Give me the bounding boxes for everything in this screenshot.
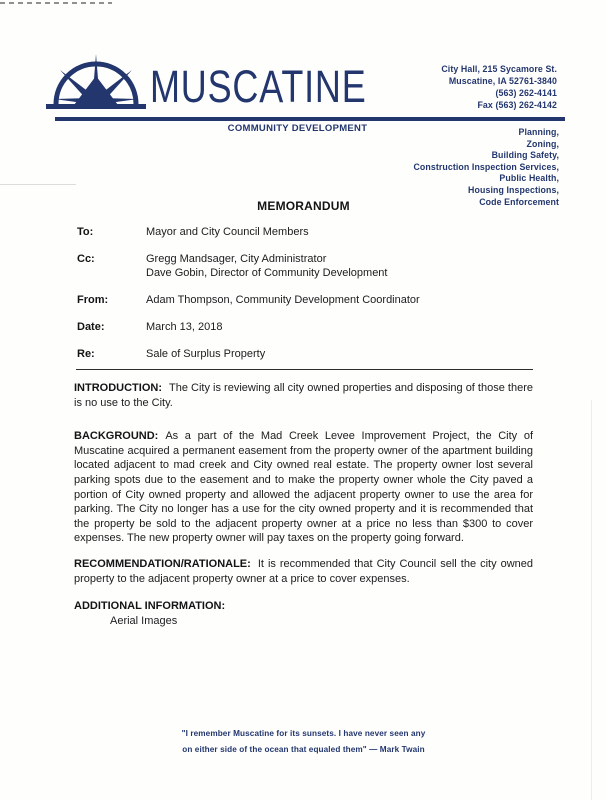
field-value: Mayor and City Council Members [146,226,309,238]
field-value: Sale of Surplus Property [146,348,266,360]
section-recommendation [74,557,533,586]
service-item: Code Enforcement [479,196,559,207]
section-label: INTRODUCTION: [74,382,162,394]
footer-quote-line: "I remember Muscatine for its sunsets. I have never seen any [181,729,426,738]
contact-block [441,63,557,111]
services-list [413,127,559,208]
org-wordmark: MUSCATINE [150,61,367,112]
service-item: Zoning, [526,138,559,149]
field-row-date [77,320,542,334]
division-title: COMMUNITY DEVELOPMENT [227,123,368,134]
section-label: RECOMMENDATION/RATIONALE: [74,557,251,570]
section-divider-rule [76,369,533,370]
field-value-line: Gregg Mandsager, City Administrator [146,253,327,265]
memo-title: MEMORANDUM [257,199,350,213]
field-label: Re: [77,348,95,360]
field-label: From: [77,294,109,306]
section-label: BACKGROUND: [74,430,159,443]
service-item: Housing Inspections, [468,184,559,195]
section-text: It is recommended that City Council sell the city owned property to the adjacent property owner at a price to cover expenses. [74,557,533,585]
service-item: Public Health, [499,173,559,184]
field-value-line: Dave Gobin, Director of Community Development [146,267,388,279]
section-background [74,429,533,546]
field-row-to [77,225,542,239]
field-row-cc [77,252,542,280]
field-label: Cc: [77,253,95,265]
field-label: To: [77,226,94,238]
field-row-from [77,293,542,307]
footer-quote [0,726,607,757]
service-item: Planning, [518,127,559,137]
field-value: Adam Thompson, Community Development Coordinator [146,294,420,306]
contact-line-phone: (563) 262-4141 [495,88,557,98]
field-value [146,252,542,280]
contact-line-address: City Hall, 215 Sycamore St. [441,64,557,74]
footer-quote-line: on either side of the ocean that equaled them" — Mark Twain [182,744,425,754]
additional-information-item: Aerial Images [110,614,178,627]
scan-artifact-top-edge [0,2,112,4]
section-introduction [74,381,533,410]
header-rule [55,117,565,121]
memo-fields [77,225,542,374]
muscatine-sun-logo-icon [46,52,146,114]
field-value: March 13, 2018 [146,321,223,333]
section-text: As a part of the Mad Creek Levee Improvement Project, the City of Muscatine acquired a permanent easement from the property owner of the apartment building located adjacent to mad creek and City owned real estate. The property owner lost several parking spots due to the easement and to make the property owner whole the City paved a portion of City owned property and allowed the adjacent property owner to use the area for parking. The City no longer has a use for the city owned property and it is recommended that the property be sold to the adjacent property owner at a price no less than $300 to cover expenses. The new property owner will pay taxes on the property going forward. [74,430,533,545]
memo-body [74,381,533,628]
service-item: Building Safety, [491,150,559,161]
field-row-re [77,347,542,361]
scan-artifact-left-line [0,184,76,185]
additional-information-heading: ADDITIONAL INFORMATION: [74,600,226,613]
contact-line-city: Muscatine, IA 52761-3840 [448,76,557,86]
service-item: Construction Inspection Services, [413,161,559,172]
contact-line-fax: Fax (563) 262-4142 [477,100,557,110]
section-text: The City is reviewing all city owned properties and disposing of those there is no use to the City. [74,382,533,409]
field-label: Date: [77,321,105,333]
